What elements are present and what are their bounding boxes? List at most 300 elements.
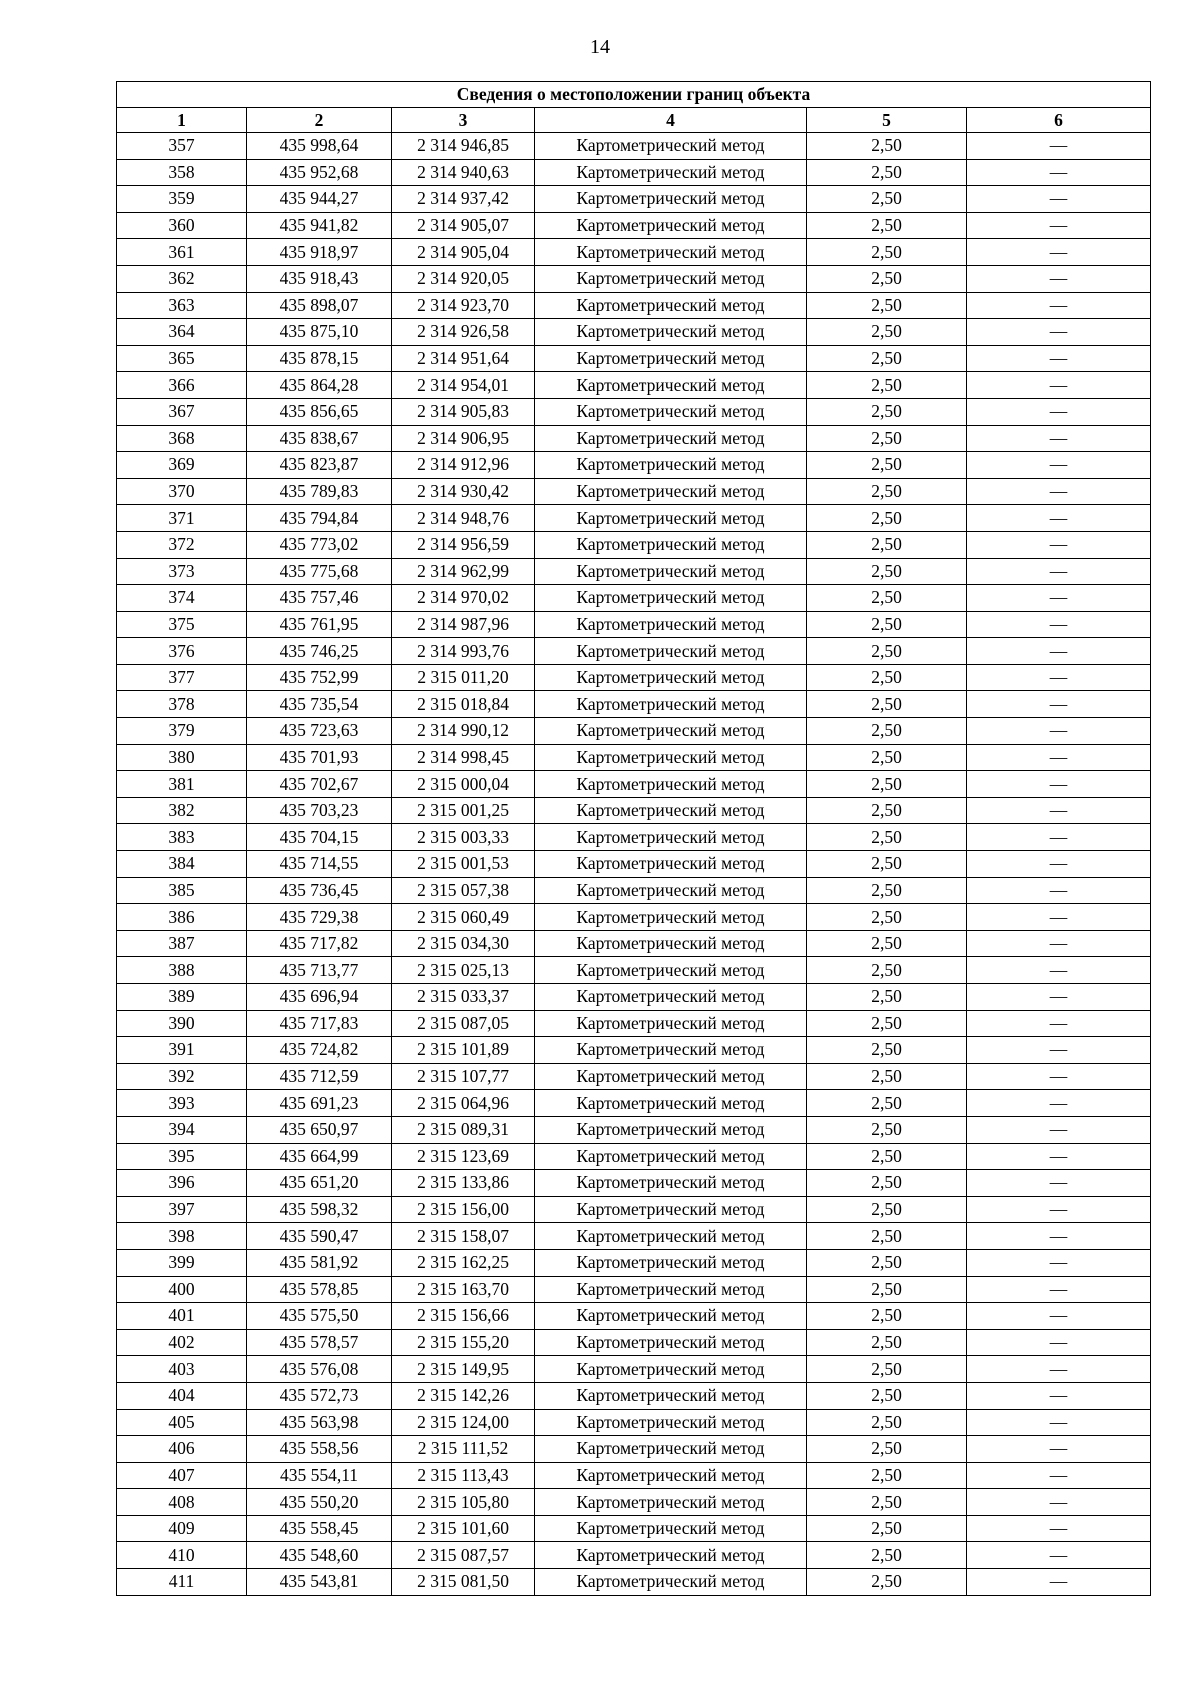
determination-method: Картометрический метод: [535, 1276, 807, 1303]
table-row: [117, 1143, 1151, 1170]
determination-method: Картометрический метод: [535, 186, 807, 213]
accuracy-value: 2,50: [807, 1462, 967, 1489]
point-number: 395: [117, 1143, 247, 1170]
table-row: [117, 1223, 1151, 1250]
coordinate-y: 2 315 124,00: [392, 1409, 535, 1436]
table-row: [117, 1409, 1151, 1436]
coordinate-y: 2 314 954,01: [392, 372, 535, 399]
accuracy-value: 2,50: [807, 1329, 967, 1356]
table-row: [117, 797, 1151, 824]
coordinate-y: 2 315 060,49: [392, 904, 535, 931]
column-number-row: [117, 108, 1151, 133]
point-number: 409: [117, 1515, 247, 1542]
description-value: —: [967, 664, 1151, 691]
coordinate-x: 435 704,15: [247, 824, 392, 851]
coordinate-y: 2 314 930,42: [392, 478, 535, 505]
coordinate-y: 2 314 998,45: [392, 744, 535, 771]
coordinate-x: 435 773,02: [247, 531, 392, 558]
determination-method: Картометрический метод: [535, 1196, 807, 1223]
table-row: [117, 133, 1151, 160]
coordinate-y: 2 314 912,96: [392, 452, 535, 479]
coordinate-y: 2 314 905,83: [392, 398, 535, 425]
accuracy-value: 2,50: [807, 877, 967, 904]
determination-method: Картометрический метод: [535, 1010, 807, 1037]
description-value: —: [967, 239, 1151, 266]
coordinate-y: 2 315 156,00: [392, 1196, 535, 1223]
coordinate-y: 2 315 001,53: [392, 851, 535, 878]
determination-method: Картометрический метод: [535, 319, 807, 346]
determination-method: Картометрический метод: [535, 531, 807, 558]
determination-method: Картометрический метод: [535, 478, 807, 505]
table-row: [117, 1329, 1151, 1356]
point-number: 357: [117, 133, 247, 160]
coordinate-y: 2 314 905,07: [392, 212, 535, 239]
determination-method: Картометрический метод: [535, 1143, 807, 1170]
table-row: [117, 851, 1151, 878]
point-number: 372: [117, 531, 247, 558]
accuracy-value: 2,50: [807, 638, 967, 665]
point-number: 394: [117, 1116, 247, 1143]
description-value: —: [967, 1276, 1151, 1303]
accuracy-value: 2,50: [807, 398, 967, 425]
determination-method: Картометрический метод: [535, 345, 807, 372]
table-row: [117, 558, 1151, 585]
coordinate-x: 435 729,38: [247, 904, 392, 931]
determination-method: Картометрический метод: [535, 265, 807, 292]
point-number: 406: [117, 1436, 247, 1463]
coordinate-x: 435 691,23: [247, 1090, 392, 1117]
determination-method: Картометрический метод: [535, 505, 807, 532]
determination-method: Картометрический метод: [535, 372, 807, 399]
coordinate-y: 2 315 003,33: [392, 824, 535, 851]
coordinate-x: 435 717,83: [247, 1010, 392, 1037]
table-row: [117, 212, 1151, 239]
determination-method: Картометрический метод: [535, 957, 807, 984]
coordinate-y: 2 315 155,20: [392, 1329, 535, 1356]
point-number: 402: [117, 1329, 247, 1356]
determination-method: Картометрический метод: [535, 1382, 807, 1409]
determination-method: Картометрический метод: [535, 611, 807, 638]
coordinate-x: 435 548,60: [247, 1542, 392, 1569]
accuracy-value: 2,50: [807, 531, 967, 558]
table-row: [117, 877, 1151, 904]
point-number: 408: [117, 1489, 247, 1516]
column-number: 2: [247, 108, 392, 133]
accuracy-value: 2,50: [807, 1063, 967, 1090]
point-number: 368: [117, 425, 247, 452]
determination-method: Картометрический метод: [535, 292, 807, 319]
accuracy-value: 2,50: [807, 1196, 967, 1223]
coordinate-y: 2 314 923,70: [392, 292, 535, 319]
table-row: [117, 239, 1151, 266]
coordinate-y: 2 314 993,76: [392, 638, 535, 665]
point-number: 393: [117, 1090, 247, 1117]
accuracy-value: 2,50: [807, 1143, 967, 1170]
coordinate-x: 435 856,65: [247, 398, 392, 425]
determination-method: Картометрический метод: [535, 1489, 807, 1516]
description-value: —: [967, 824, 1151, 851]
coordinate-y: 2 315 123,69: [392, 1143, 535, 1170]
column-number: 4: [535, 108, 807, 133]
description-value: —: [967, 186, 1151, 213]
table-row: [117, 1249, 1151, 1276]
table-row: [117, 1515, 1151, 1542]
determination-method: Картометрический метод: [535, 797, 807, 824]
table-row: [117, 1303, 1151, 1330]
accuracy-value: 2,50: [807, 1409, 967, 1436]
coordinate-y: 2 315 033,37: [392, 984, 535, 1011]
accuracy-value: 2,50: [807, 851, 967, 878]
coordinate-x: 435 575,50: [247, 1303, 392, 1330]
point-number: 405: [117, 1409, 247, 1436]
point-number: 401: [117, 1303, 247, 1330]
accuracy-value: 2,50: [807, 1569, 967, 1596]
accuracy-value: 2,50: [807, 1090, 967, 1117]
description-value: —: [967, 1462, 1151, 1489]
table-row: [117, 904, 1151, 931]
table-row: [117, 1569, 1151, 1596]
point-number: 386: [117, 904, 247, 931]
determination-method: Картометрический метод: [535, 824, 807, 851]
description-value: —: [967, 1515, 1151, 1542]
table-row: [117, 1196, 1151, 1223]
table-row: [117, 638, 1151, 665]
point-number: 362: [117, 265, 247, 292]
coordinate-x: 435 703,23: [247, 797, 392, 824]
description-value: —: [967, 1249, 1151, 1276]
determination-method: Картометрический метод: [535, 691, 807, 718]
table-row: [117, 372, 1151, 399]
coordinate-y: 2 315 163,70: [392, 1276, 535, 1303]
coordinate-y: 2 314 937,42: [392, 186, 535, 213]
accuracy-value: 2,50: [807, 186, 967, 213]
accuracy-value: 2,50: [807, 558, 967, 585]
description-value: —: [967, 1170, 1151, 1197]
determination-method: Картометрический метод: [535, 1515, 807, 1542]
coordinate-y: 2 315 107,77: [392, 1063, 535, 1090]
determination-method: Картометрический метод: [535, 585, 807, 612]
table-row: [117, 1489, 1151, 1516]
coordinate-y: 2 314 920,05: [392, 265, 535, 292]
coordinate-y: 2 314 956,59: [392, 531, 535, 558]
description-value: —: [967, 585, 1151, 612]
point-number: 411: [117, 1569, 247, 1596]
coordinate-x: 435 578,85: [247, 1276, 392, 1303]
description-value: —: [967, 133, 1151, 160]
description-value: —: [967, 1489, 1151, 1516]
point-number: 363: [117, 292, 247, 319]
table-row: [117, 452, 1151, 479]
column-number: 6: [967, 108, 1151, 133]
description-value: —: [967, 1223, 1151, 1250]
coordinate-x: 435 746,25: [247, 638, 392, 665]
table-row: [117, 1090, 1151, 1117]
description-value: —: [967, 718, 1151, 745]
coordinate-x: 435 998,64: [247, 133, 392, 160]
table-row: [117, 1170, 1151, 1197]
coordinate-x: 435 664,99: [247, 1143, 392, 1170]
determination-method: Картометрический метод: [535, 1090, 807, 1117]
determination-method: Картометрический метод: [535, 425, 807, 452]
determination-method: Картометрический метод: [535, 930, 807, 957]
description-value: —: [967, 265, 1151, 292]
point-number: 398: [117, 1223, 247, 1250]
determination-method: Картометрический метод: [535, 398, 807, 425]
coordinate-y: 2 315 057,38: [392, 877, 535, 904]
description-value: —: [967, 292, 1151, 319]
coordinate-y: 2 314 970,02: [392, 585, 535, 612]
table-row: [117, 1436, 1151, 1463]
coordinate-y: 2 315 011,20: [392, 664, 535, 691]
accuracy-value: 2,50: [807, 478, 967, 505]
coordinate-y: 2 314 905,04: [392, 239, 535, 266]
description-value: —: [967, 505, 1151, 532]
accuracy-value: 2,50: [807, 425, 967, 452]
description-value: —: [967, 1409, 1151, 1436]
point-number: 369: [117, 452, 247, 479]
table-row: [117, 824, 1151, 851]
accuracy-value: 2,50: [807, 1542, 967, 1569]
point-number: 380: [117, 744, 247, 771]
accuracy-value: 2,50: [807, 239, 967, 266]
description-value: —: [967, 904, 1151, 931]
accuracy-value: 2,50: [807, 1037, 967, 1064]
coordinate-y: 2 315 158,07: [392, 1223, 535, 1250]
point-number: 361: [117, 239, 247, 266]
coordinate-x: 435 724,82: [247, 1037, 392, 1064]
coordinate-x: 435 717,82: [247, 930, 392, 957]
boundary-coordinates-table: [116, 81, 1151, 1596]
coordinate-x: 435 543,81: [247, 1569, 392, 1596]
description-value: —: [967, 1037, 1151, 1064]
coordinate-y: 2 315 105,80: [392, 1489, 535, 1516]
description-value: —: [967, 1090, 1151, 1117]
accuracy-value: 2,50: [807, 611, 967, 638]
coordinate-x: 435 752,99: [247, 664, 392, 691]
point-number: 399: [117, 1249, 247, 1276]
accuracy-value: 2,50: [807, 1276, 967, 1303]
point-number: 366: [117, 372, 247, 399]
accuracy-value: 2,50: [807, 1489, 967, 1516]
table-row: [117, 1063, 1151, 1090]
coordinate-y: 2 315 133,86: [392, 1170, 535, 1197]
coordinate-x: 435 578,57: [247, 1329, 392, 1356]
accuracy-value: 2,50: [807, 1382, 967, 1409]
accuracy-value: 2,50: [807, 585, 967, 612]
table-row: [117, 1382, 1151, 1409]
coordinate-y: 2 315 142,26: [392, 1382, 535, 1409]
determination-method: Картометрический метод: [535, 1303, 807, 1330]
accuracy-value: 2,50: [807, 292, 967, 319]
table-row: [117, 425, 1151, 452]
accuracy-value: 2,50: [807, 904, 967, 931]
coordinate-y: 2 315 101,89: [392, 1037, 535, 1064]
description-value: —: [967, 1329, 1151, 1356]
determination-method: Картометрический метод: [535, 159, 807, 186]
point-number: 392: [117, 1063, 247, 1090]
accuracy-value: 2,50: [807, 319, 967, 346]
description-value: —: [967, 638, 1151, 665]
determination-method: Картометрический метод: [535, 1409, 807, 1436]
accuracy-value: 2,50: [807, 957, 967, 984]
determination-method: Картометрический метод: [535, 877, 807, 904]
point-number: 382: [117, 797, 247, 824]
description-value: —: [967, 1356, 1151, 1383]
point-number: 407: [117, 1462, 247, 1489]
point-number: 379: [117, 718, 247, 745]
accuracy-value: 2,50: [807, 372, 967, 399]
accuracy-value: 2,50: [807, 771, 967, 798]
description-value: —: [967, 425, 1151, 452]
coordinate-y: 2 315 081,50: [392, 1569, 535, 1596]
description-value: —: [967, 744, 1151, 771]
description-value: —: [967, 452, 1151, 479]
description-value: —: [967, 984, 1151, 1011]
accuracy-value: 2,50: [807, 1010, 967, 1037]
coordinate-y: 2 315 113,43: [392, 1462, 535, 1489]
description-value: —: [967, 877, 1151, 904]
point-number: 403: [117, 1356, 247, 1383]
table-row: [117, 398, 1151, 425]
accuracy-value: 2,50: [807, 1170, 967, 1197]
table-row: [117, 159, 1151, 186]
determination-method: Картометрический метод: [535, 1542, 807, 1569]
point-number: 375: [117, 611, 247, 638]
table-row: [117, 771, 1151, 798]
determination-method: Картометрический метод: [535, 638, 807, 665]
description-value: —: [967, 531, 1151, 558]
coordinate-y: 2 315 034,30: [392, 930, 535, 957]
description-value: —: [967, 159, 1151, 186]
accuracy-value: 2,50: [807, 1303, 967, 1330]
coordinate-x: 435 651,20: [247, 1170, 392, 1197]
coordinate-y: 2 315 089,31: [392, 1116, 535, 1143]
coordinate-x: 435 576,08: [247, 1356, 392, 1383]
determination-method: Картометрический метод: [535, 1356, 807, 1383]
point-number: 397: [117, 1196, 247, 1223]
determination-method: Картометрический метод: [535, 1462, 807, 1489]
coordinate-y: 2 314 926,58: [392, 319, 535, 346]
column-number: 1: [117, 108, 247, 133]
description-value: —: [967, 1382, 1151, 1409]
determination-method: Картометрический метод: [535, 1329, 807, 1356]
determination-method: Картометрический метод: [535, 904, 807, 931]
accuracy-value: 2,50: [807, 1356, 967, 1383]
determination-method: Картометрический метод: [535, 1063, 807, 1090]
coordinate-y: 2 315 018,84: [392, 691, 535, 718]
coordinate-x: 435 554,11: [247, 1462, 392, 1489]
accuracy-value: 2,50: [807, 452, 967, 479]
determination-method: Картометрический метод: [535, 1170, 807, 1197]
coordinate-x: 435 713,77: [247, 957, 392, 984]
table-row: [117, 984, 1151, 1011]
determination-method: Картометрический метод: [535, 1249, 807, 1276]
description-value: —: [967, 771, 1151, 798]
determination-method: Картометрический метод: [535, 452, 807, 479]
description-value: —: [967, 345, 1151, 372]
coordinate-x: 435 696,94: [247, 984, 392, 1011]
coordinate-x: 435 714,55: [247, 851, 392, 878]
page-number: 14: [590, 36, 610, 58]
accuracy-value: 2,50: [807, 824, 967, 851]
accuracy-value: 2,50: [807, 1249, 967, 1276]
description-value: —: [967, 1010, 1151, 1037]
description-value: —: [967, 1569, 1151, 1596]
accuracy-value: 2,50: [807, 744, 967, 771]
accuracy-value: 2,50: [807, 505, 967, 532]
description-value: —: [967, 478, 1151, 505]
point-number: 374: [117, 585, 247, 612]
table-row: [117, 292, 1151, 319]
determination-method: Картометрический метод: [535, 744, 807, 771]
point-number: 396: [117, 1170, 247, 1197]
table-row: [117, 319, 1151, 346]
determination-method: Картометрический метод: [535, 1569, 807, 1596]
coordinate-y: 2 315 111,52: [392, 1436, 535, 1463]
table-row: [117, 186, 1151, 213]
coordinate-x: 435 898,07: [247, 292, 392, 319]
table-row: [117, 1542, 1151, 1569]
coordinate-y: 2 314 987,96: [392, 611, 535, 638]
description-value: —: [967, 1436, 1151, 1463]
description-value: —: [967, 372, 1151, 399]
table-row: [117, 1462, 1151, 1489]
table-title: Сведения о местоположении границ объекта: [117, 82, 1151, 108]
coordinate-y: 2 314 948,76: [392, 505, 535, 532]
coordinate-y: 2 315 064,96: [392, 1090, 535, 1117]
determination-method: Картометрический метод: [535, 1116, 807, 1143]
point-number: 360: [117, 212, 247, 239]
coordinate-x: 435 702,67: [247, 771, 392, 798]
coordinate-y: 2 315 025,13: [392, 957, 535, 984]
accuracy-value: 2,50: [807, 664, 967, 691]
point-number: 404: [117, 1382, 247, 1409]
description-value: —: [967, 851, 1151, 878]
coordinate-y: 2 315 000,04: [392, 771, 535, 798]
point-number: 370: [117, 478, 247, 505]
point-number: 371: [117, 505, 247, 532]
accuracy-value: 2,50: [807, 718, 967, 745]
point-number: 373: [117, 558, 247, 585]
point-number: 383: [117, 824, 247, 851]
description-value: —: [967, 1303, 1151, 1330]
point-number: 365: [117, 345, 247, 372]
accuracy-value: 2,50: [807, 930, 967, 957]
accuracy-value: 2,50: [807, 159, 967, 186]
accuracy-value: 2,50: [807, 984, 967, 1011]
table-row: [117, 531, 1151, 558]
table-row: [117, 664, 1151, 691]
table-row: [117, 718, 1151, 745]
description-value: —: [967, 1116, 1151, 1143]
description-value: —: [967, 1542, 1151, 1569]
coordinate-x: 435 941,82: [247, 212, 392, 239]
table-row: [117, 611, 1151, 638]
accuracy-value: 2,50: [807, 1515, 967, 1542]
coordinate-x: 435 838,67: [247, 425, 392, 452]
determination-method: Картометрический метод: [535, 718, 807, 745]
coordinate-x: 435 736,45: [247, 877, 392, 904]
table-row: [117, 691, 1151, 718]
coordinate-x: 435 761,95: [247, 611, 392, 638]
accuracy-value: 2,50: [807, 345, 967, 372]
determination-method: Картометрический метод: [535, 212, 807, 239]
coordinate-x: 435 952,68: [247, 159, 392, 186]
point-number: 384: [117, 851, 247, 878]
coordinate-y: 2 315 087,05: [392, 1010, 535, 1037]
table-row: [117, 930, 1151, 957]
description-value: —: [967, 797, 1151, 824]
